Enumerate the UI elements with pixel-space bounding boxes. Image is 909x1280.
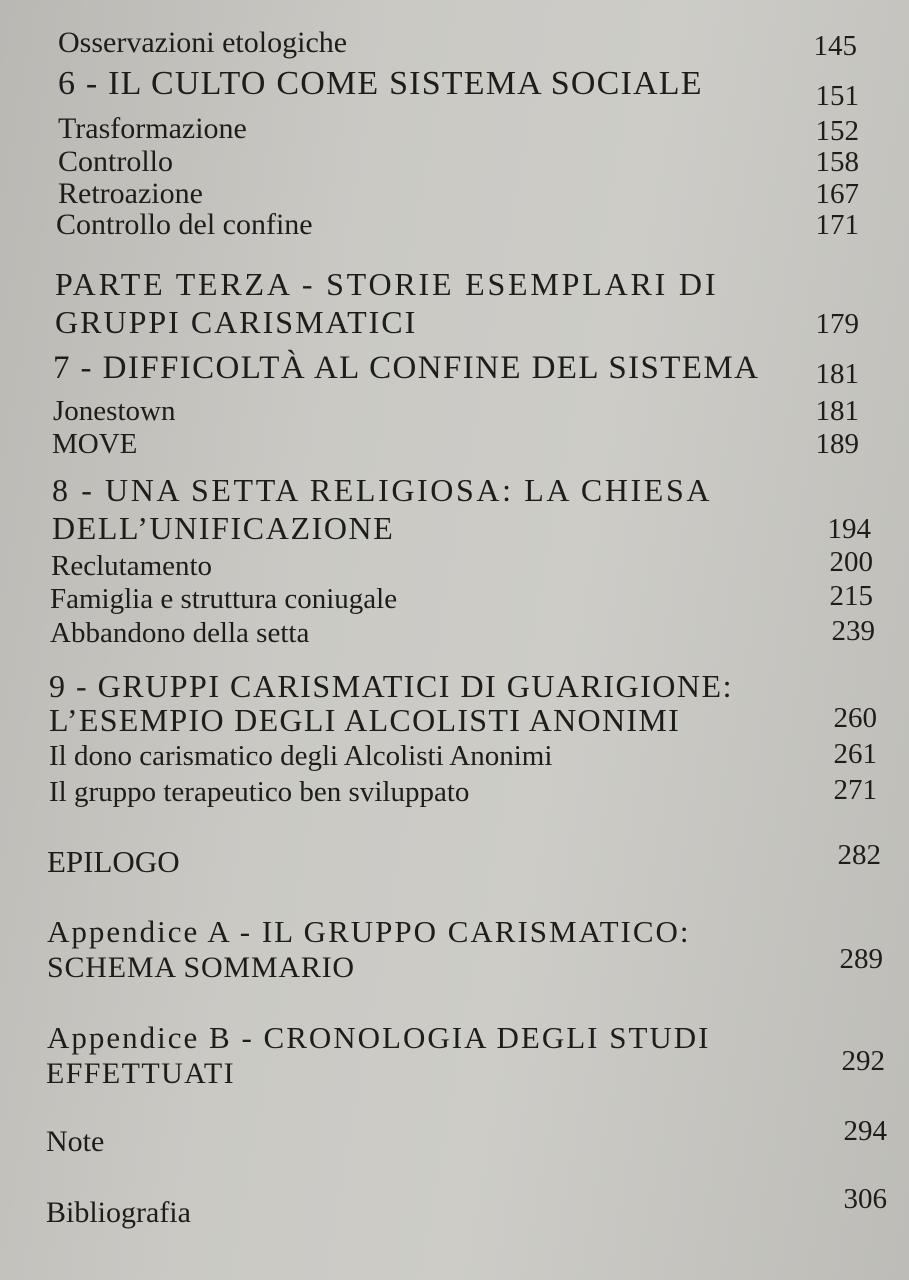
toc-entry-label: Il dono carismatico degli Alcolisti Anonimi <box>49 740 553 772</box>
toc-entry-page: 215 <box>829 580 873 612</box>
toc-entry <box>0 268 909 308</box>
toc-entry-label: Bibliografia <box>46 1196 191 1229</box>
toc-entry-label: Il gruppo terapeutico ben sviluppato <box>49 776 470 808</box>
toc-entry <box>0 1183 909 1238</box>
toc-entry-page: 158 <box>815 146 859 178</box>
toc-entry-page: 239 <box>831 615 875 647</box>
toc-entry-label: 6 - IL CULTO COME SISTEMA SOCIALE <box>58 65 703 102</box>
toc-entry-page: 292 <box>841 1045 885 1077</box>
toc-entry <box>0 916 909 956</box>
toc-entry-page: 171 <box>815 209 859 241</box>
toc-entry-label: L’ESEMPIO DEGLI ALCOLISTI ANONIMI <box>49 702 681 738</box>
toc-entry-page: 167 <box>815 178 859 210</box>
toc-entry-label: Abbandono della setta <box>50 617 310 649</box>
toc-entry-label: EPILOGO <box>47 844 180 879</box>
toc-entry <box>0 704 909 744</box>
toc-entry-label: SCHEMA SOMMARIO <box>47 951 355 984</box>
toc-entry-label: Note <box>46 1125 105 1158</box>
toc-entry-page: 294 <box>843 1115 887 1147</box>
toc-entry <box>0 774 909 817</box>
toc-entry-label: PARTE TERZA - STORIE ESEMPLARI DI <box>55 266 719 302</box>
toc-entry-label: DELL’UNIFICAZIONE <box>52 510 395 546</box>
toc-entry-label: Appendice B - CRONOLOGIA DEGLI STUDI <box>47 1020 711 1055</box>
toc-entry-page: 200 <box>829 546 873 578</box>
toc-entry-label: Reclutamento <box>51 550 213 582</box>
toc-entry-label: 7 - DIFFICOLTÀ AL CONFINE DEL SISTEMA <box>53 350 760 386</box>
toc-entry-page: 194 <box>827 513 871 545</box>
toc-entry <box>0 839 909 886</box>
toc-entry-label: Jonestown <box>53 395 176 427</box>
toc-entry-page: 181 <box>815 358 859 390</box>
toc-entry-page: 181 <box>815 395 859 427</box>
toc-entry-page: 189 <box>815 428 859 460</box>
toc-entry <box>0 428 909 468</box>
toc-entry-page: 151 <box>815 80 859 112</box>
toc-entry-page: 152 <box>815 115 859 147</box>
toc-entry-label: Controllo <box>58 145 174 178</box>
toc-entry-page: 145 <box>813 30 857 62</box>
toc-entry-label: Controllo del confine <box>56 208 313 241</box>
toc-entry <box>0 943 909 993</box>
toc-entry <box>0 352 909 392</box>
toc-entry-label: Appendice A - IL GRUPPO CARISMATICO: <box>47 914 691 949</box>
toc-entry <box>0 474 909 514</box>
toc-entry-label: Retroazione <box>58 177 203 210</box>
toc-entry-page: 260 <box>833 702 877 734</box>
toc-entry-label: EFFETTUATI <box>46 1057 235 1090</box>
toc-entry-label: MOVE <box>52 428 138 460</box>
toc-entry-label: Osservazioni etologiche <box>58 26 348 59</box>
toc-entry-label: GRUPPI CARISMATICI <box>55 304 418 340</box>
toc-entry-page: 289 <box>839 943 883 975</box>
toc-entry-label: Trasformazione <box>58 112 247 145</box>
toc-entry-page: 282 <box>837 839 881 871</box>
toc-entry <box>0 1022 909 1062</box>
toc-entry-page: 179 <box>815 308 859 340</box>
toc-entry <box>0 1045 909 1099</box>
toc-entry-page: 261 <box>833 738 877 770</box>
toc-entry-label: Famiglia e struttura coniugale <box>50 583 398 615</box>
toc-entry-page: 271 <box>833 774 877 806</box>
toc-entry-label: 9 - GRUPPI CARISMATICI DI GUARIGIONE: <box>49 668 733 704</box>
toc-entry <box>0 738 909 781</box>
toc-entry <box>0 65 909 112</box>
toc-entry-label: 8 - UNA SETTA RELIGIOSA: LA CHIESA <box>52 472 713 508</box>
toc-entry <box>0 26 909 66</box>
toc-entry <box>0 615 909 659</box>
toc-entry <box>0 306 909 346</box>
toc-entry <box>0 208 909 248</box>
toc-entry <box>0 512 909 552</box>
toc-entry-page: 306 <box>843 1183 887 1215</box>
toc-entry <box>0 1115 909 1167</box>
